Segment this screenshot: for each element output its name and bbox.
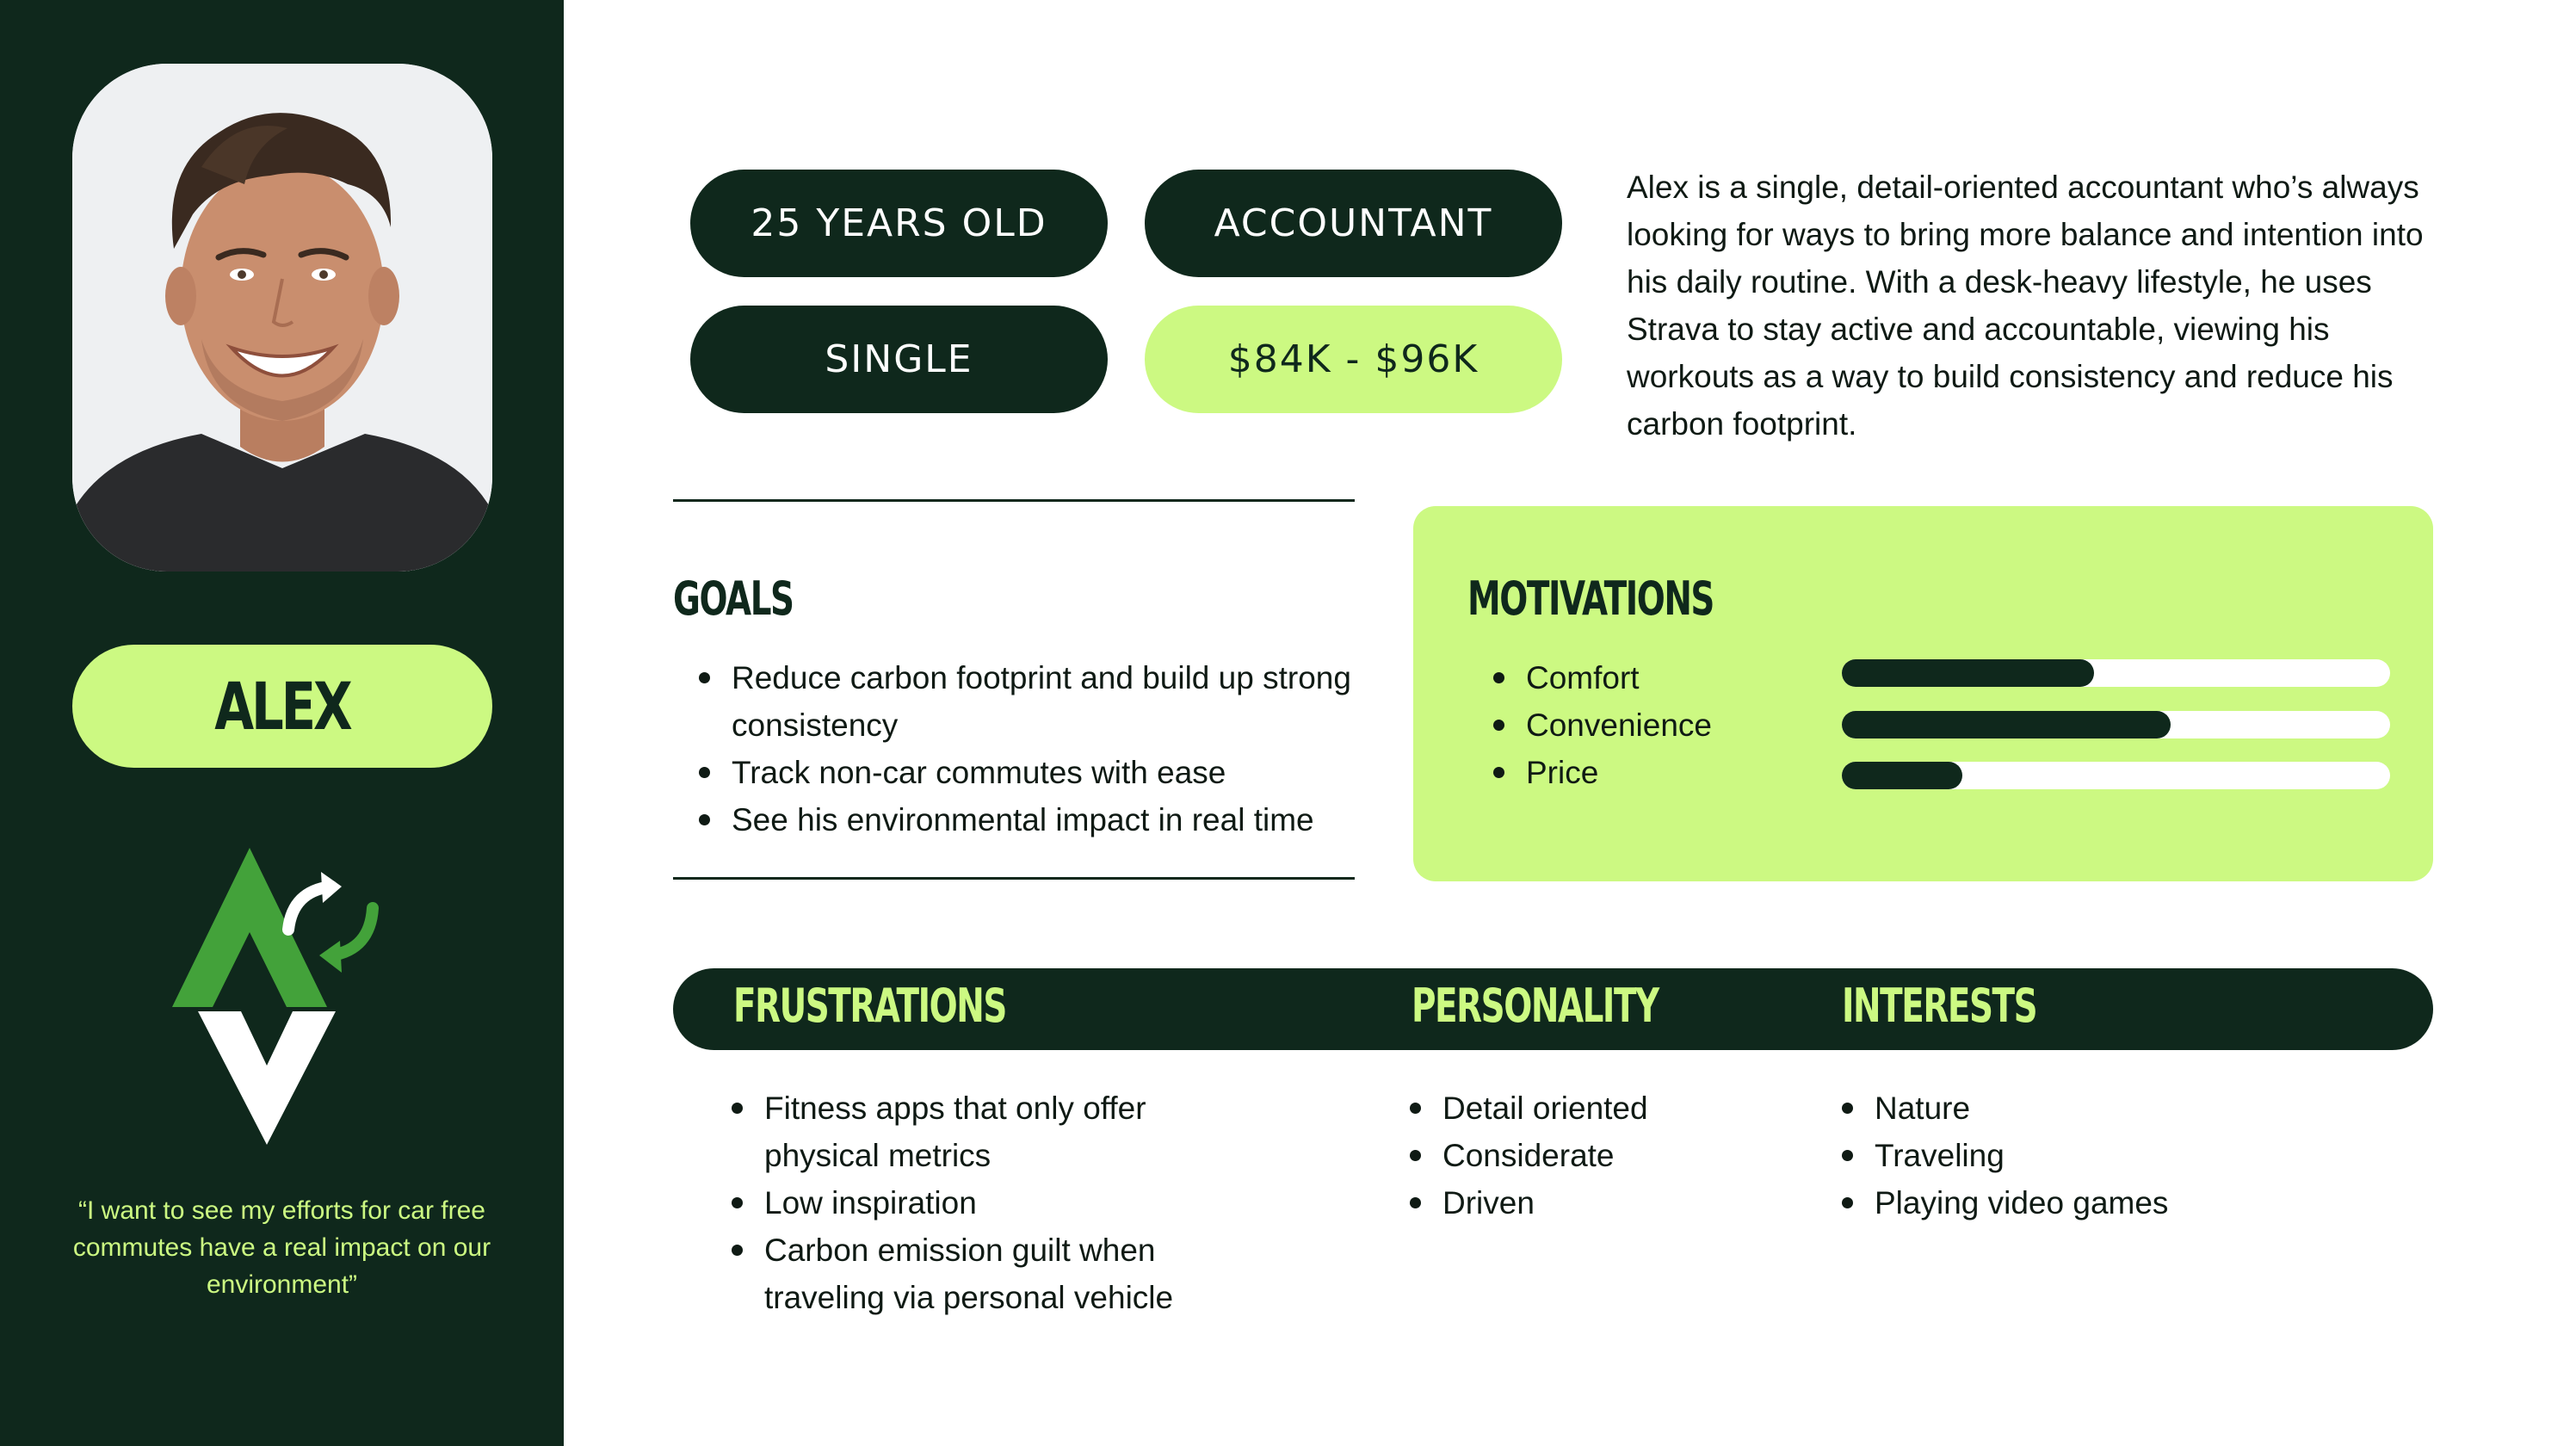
brand-logo-icon xyxy=(159,848,409,1145)
convenience-level-bar xyxy=(1842,711,2390,738)
income-pill: $84K - $96K xyxy=(1145,306,1562,413)
relationship-status-pill: SINGLE xyxy=(690,306,1108,413)
list-item: Carbon emission guilt when traveling via personal vehicle xyxy=(706,1227,1257,1321)
age-pill: 25 YEARS OLD xyxy=(690,170,1108,277)
interests-heading: INTERESTS xyxy=(1842,979,2037,1033)
convenience-level-fill xyxy=(1842,711,2171,738)
motivations-list xyxy=(1467,654,1829,796)
persona-name-pill xyxy=(72,645,492,768)
list-item: Convenience xyxy=(1467,701,1829,749)
comfort-level-bar xyxy=(1842,659,2390,687)
portrait-photo-icon xyxy=(72,64,492,572)
list-item: Considerate xyxy=(1384,1132,1797,1179)
list-item: Driven xyxy=(1384,1179,1797,1227)
list-item: Comfort xyxy=(1467,654,1829,701)
persona-name: ALEX xyxy=(214,668,350,745)
personality-list xyxy=(1384,1084,1797,1227)
frustrations-heading: FRUSTRATIONS xyxy=(733,979,1006,1033)
list-item: Traveling xyxy=(1816,1132,2332,1179)
persona-bio: Alex is a single, detail-oriented accountant who’s always looking for ways to bring more balance and intention into his daily routine. With a desk-heavy lifestyle, he uses Strava to stay active and accountable, viewing his workouts as a way to build consistency and reduce his carbon footprint. xyxy=(1627,170,2424,442)
price-level-fill xyxy=(1842,762,1962,789)
list-item: Playing video games xyxy=(1816,1179,2332,1227)
goals-list xyxy=(673,654,1370,844)
comfort-level-fill xyxy=(1842,659,2094,687)
persona-photo xyxy=(72,64,492,572)
price-level-bar xyxy=(1842,762,2390,789)
goals-top-divider xyxy=(673,499,1355,502)
personality-heading: PERSONALITY xyxy=(1412,979,1659,1033)
list-item: See his environmental impact in real time xyxy=(673,796,1370,844)
motivations-heading: MOTIVATIONS xyxy=(1467,572,1714,626)
list-item: Fitness apps that only offer physical metrics xyxy=(706,1084,1257,1179)
list-item: Low inspiration xyxy=(706,1179,1257,1227)
persona-quote: “I want to see my efforts for car free commutes have a real impact on our environment” xyxy=(72,1196,491,1299)
list-item: Track non-car commutes with ease xyxy=(673,749,1370,796)
goals-heading: GOALS xyxy=(673,572,794,626)
list-item: Reduce carbon footprint and build up strong consistency xyxy=(673,654,1370,749)
occupation-pill: ACCOUNTANT xyxy=(1145,170,1562,277)
frustrations-list xyxy=(706,1084,1257,1321)
list-item: Price xyxy=(1467,749,1829,796)
interests-list xyxy=(1816,1084,2332,1227)
persona-sidebar xyxy=(0,0,564,1446)
goals-bottom-divider xyxy=(673,877,1355,880)
list-item: Detail oriented xyxy=(1384,1084,1797,1132)
list-item: Nature xyxy=(1816,1084,2332,1132)
